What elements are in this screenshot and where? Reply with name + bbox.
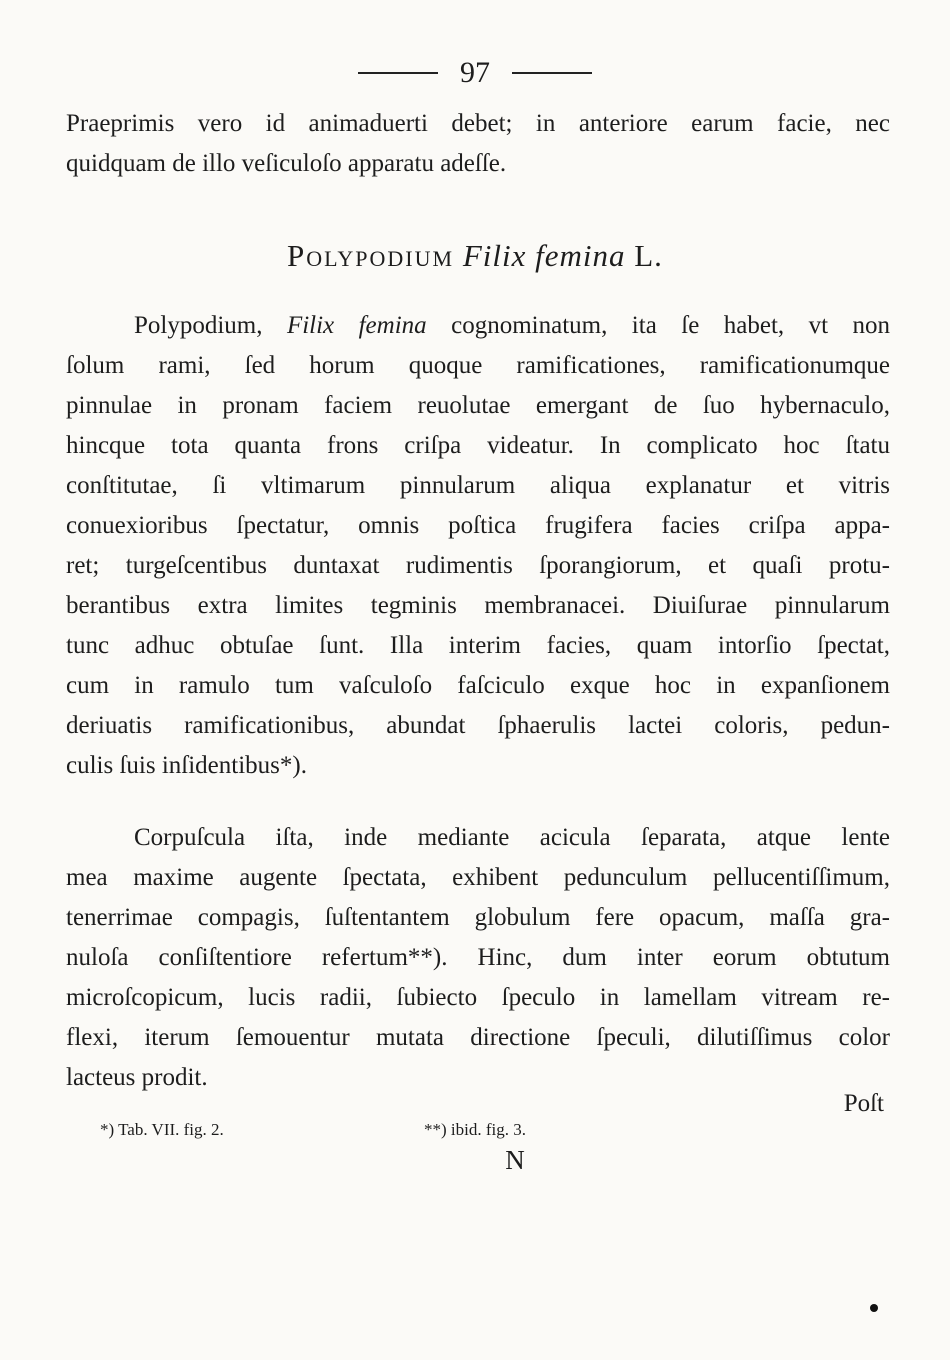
text-line: mea maxime augente ſpectata, exhibent pedunculum pellucentiſſimum,: [66, 864, 890, 891]
species-italic: Filix femina: [286, 312, 427, 339]
page-header: [0, 56, 950, 90]
text-line: microſcopicum, lucis radii, ſubiecto ſpeculo in lamellam vitream re-: [66, 984, 890, 1011]
text-line-last: culis ſuis inſidentibus*).: [66, 752, 307, 779]
text-fragment: cognominatum, ita ſe habet, vt non: [426, 312, 891, 339]
text-line-first: [66, 306, 890, 346]
paragraph-1: [66, 104, 890, 184]
section-title: [0, 238, 950, 274]
text-line: conſtitutae, ſi vltimarum pinnularum aliqua explanatur et vitris: [66, 472, 890, 499]
text-line: tunc adhuc obtuſae ſunt. Illa interim facies, quam intorſio ſpectat,: [66, 632, 890, 659]
text-line: pinnulae in pronam faciem reuolutae emergant de ſuo hybernaculo,: [66, 392, 890, 419]
header-rule-right: [512, 72, 592, 74]
title-genus: Polypodium: [287, 238, 455, 273]
text-line: ret; turgeſcentibus duntaxat rudimentis ſporangiorum, et quaſi protu-: [66, 552, 890, 579]
text-line: flexi, iterum ſemouentur mutata directione ſpeculi, dilutiſſimus color: [66, 1024, 890, 1051]
catchword: Poſt: [843, 1090, 884, 1117]
footnote-1: *) Tab. VII. fig. 2.: [100, 1120, 224, 1139]
paragraph-3: [66, 818, 890, 1098]
text-line: tenerrimae compagis, ſuſtentantem globulum fere opacum, maſſa gra-: [66, 904, 890, 931]
title-author: L.: [634, 238, 663, 273]
title-species: Filix femina: [462, 238, 626, 273]
text-line: cum in ramulo tum vaſculoſo faſciculo exque hoc in expanſionem: [66, 672, 890, 699]
footnote-2: **) ibid. fig. 3.: [424, 1120, 526, 1139]
text-line: Praeprimis vero id animaduerti debet; in anteriore earum facie, nec: [66, 110, 890, 137]
text-line: ſolum rami, ſed horum quoque ramificationes, ramificationumque: [66, 352, 890, 379]
text-line: Corpuſcula iſta, inde mediante acicula ſeparata, atque lente: [134, 824, 890, 851]
text-line: conuexioribus ſpectatur, omnis poſtica frugifera facies criſpa appa-: [66, 512, 890, 539]
ink-speck: [870, 1304, 878, 1312]
text-line: deriuatis ramificationibus, abundat ſphaerulis lactei coloris, pedun-: [66, 712, 890, 739]
text-line: hincque tota quanta frons criſpa videatur. In complicato hoc ſtatu: [66, 432, 890, 459]
header-rule-left: [358, 72, 438, 74]
paragraph-2: [66, 306, 890, 786]
page-number: 97: [460, 56, 490, 89]
text-fragment: Polypodium,: [134, 312, 287, 339]
text-line: nuloſa conſiſtentiore refertum**). Hinc, dum inter eorum obtutum: [66, 944, 890, 971]
text-line: quidquam de illo veſiculoſo apparatu adeſſe.: [66, 150, 507, 177]
text-line: berantibus extra limites tegminis membranacei. Diuiſurae pinnularum: [66, 592, 890, 619]
signature-mark: N: [505, 1145, 525, 1175]
text-line-last: lacteus prodit.: [66, 1064, 208, 1091]
